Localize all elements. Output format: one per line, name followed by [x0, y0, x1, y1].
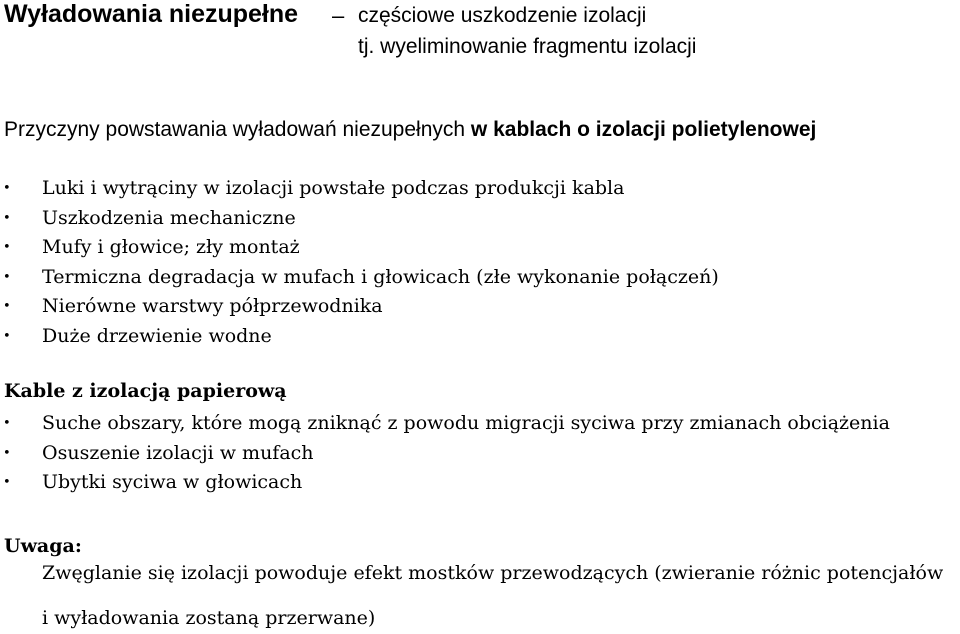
list-item-text: Duże drzewienie wodne — [42, 324, 272, 347]
bullet-icon: • — [3, 269, 11, 285]
bullet-icon: • — [3, 210, 11, 226]
title-subtitle-line-2: tj. wyeliminowanie fragmentu izolacji — [358, 35, 697, 58]
causes-heading — [4, 118, 816, 142]
note-text-line-1: Zwęglanie się izolacji powoduje efekt mostków przewodzących (zwieranie różnic potencjałów — [42, 562, 944, 584]
bullet-icon: • — [3, 445, 11, 461]
list-item-text: Ubytki syciwa w głowicach — [42, 471, 303, 493]
bullet-icon: • — [3, 416, 11, 431]
paper-cables-heading: Kable z izolacją papierową — [4, 380, 287, 402]
causes-heading-normal: Przyczyny powstawania wyładowań niezupełnych — [4, 118, 466, 141]
list-item-text: Suche obszary, które mogą zniknąć z powodu migracji syciwa przy zmianach obciążenia — [42, 412, 890, 434]
list-item-text: Uszkodzenia mechaniczne — [42, 206, 296, 229]
list-item-text: Nierówne warstwy półprzewodnika — [42, 295, 383, 317]
title-dash: – — [332, 3, 345, 28]
list-item-text: Luki i wytrąciny w izolacji powstałe podczas produkcji kabla — [42, 177, 625, 199]
bullet-icon: • — [3, 181, 11, 196]
page-title: Wyładowania niezupełne — [4, 0, 299, 28]
bullet-icon: • — [3, 240, 11, 255]
bullet-icon: • — [3, 475, 11, 490]
note-text-line-2: i wyładowania zostaną przerwane) — [42, 607, 376, 629]
causes-heading-bold: w kablach o izolacji polietylenowej — [470, 118, 817, 141]
list-item-text: Osuszenie izolacji w mufach — [42, 441, 314, 464]
title-subtitle-line-1: częściowe uszkodzenie izolacji — [358, 4, 647, 27]
bullet-icon: • — [3, 299, 11, 314]
bullet-icon: • — [3, 328, 11, 344]
list-item-text: Termiczna degradacja w mufach i głowicach (złe wykonanie połączeń) — [42, 265, 719, 288]
list-item-text: Mufy i głowice; zły montaż — [42, 236, 300, 258]
note-label: Uwaga: — [4, 535, 82, 557]
